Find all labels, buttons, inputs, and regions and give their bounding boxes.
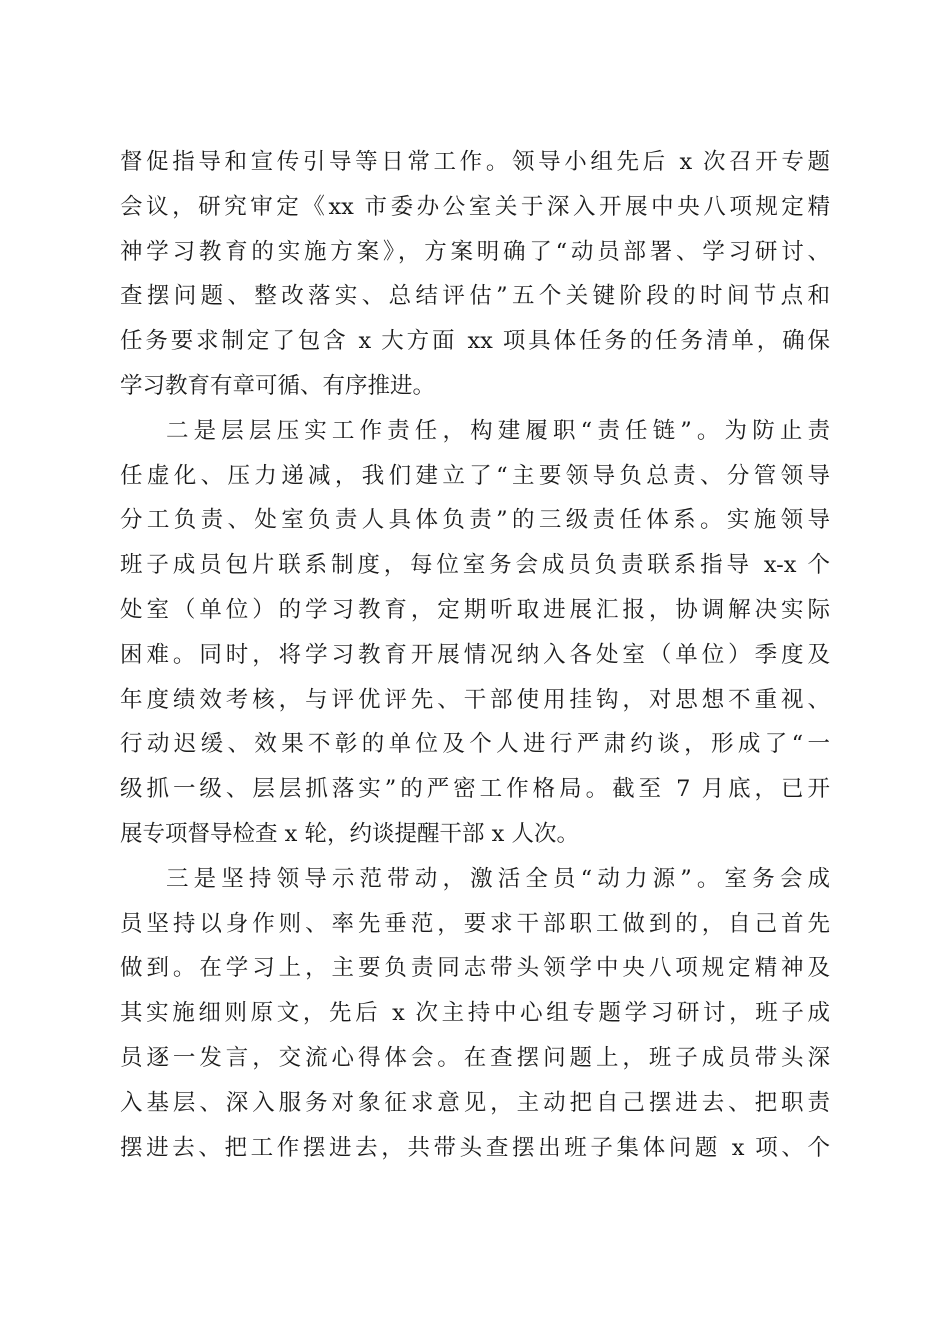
text-line: 年度绩效考核，与评优评先、干部使用挂钩，对思想不重视、 (120, 686, 830, 713)
text-line: 查摆问题、整改落实、总结评估”五个关键阶段的时间节点和 (120, 283, 830, 310)
text-line: 做到。在学习上，主要负责同志带头领学中央八项规定精神及 (120, 955, 830, 982)
text-line: 员坚持以身作则、率先垂范，要求干部职工做到的，自己首先 (120, 910, 830, 937)
text-line: 会议，研究审定《xx 市委办公室关于深入开展中央八项规定精 (120, 193, 830, 220)
text-line: 处室（单位）的学习教育，定期听取进展汇报，协调解决实际 (120, 596, 830, 623)
text-line: 困难。同时，将学习教育开展情况纳入各处室（单位）季度及 (120, 641, 830, 668)
text-line: 任虚化、压力递减，我们建立了“主要领导负总责、分管领导 (120, 462, 830, 489)
text-line: 级抓一级、层层抓落实”的严密工作格局。截至 7 月底，已开 (120, 776, 830, 803)
paragraph-first-line: 三是坚持领导示范带动，激活全员“动力源”。室务会成 (166, 865, 830, 892)
text-line: 督促指导和宣传引导等日常工作。领导小组先后 x 次召开专题 (120, 149, 830, 175)
text-line: 神学习教育的实施方案》，方案明确了“动员部署、学习研讨、 (120, 238, 830, 265)
text-line: 其实施细则原文，先后 x 次主持中心组专题学习研讨，班子成 (120, 1000, 830, 1027)
text-line: 员逐一发言，交流心得体会。在查摆问题上，班子成员带头深 (120, 1044, 830, 1071)
text-line: 分工负责、处室负责人具体负责”的三级责任体系。实施领导 (120, 507, 830, 534)
text-line: 入基层、深入服务对象征求意见，主动把自己摆进去、把职责 (120, 1089, 830, 1116)
text-line: 摆进去、把工作摆进去，共带头查摆出班子集体问题 x 项、个 (120, 1134, 830, 1161)
paragraph-first-line: 二是层层压实工作责任，构建履职“责任链”。为防止责 (166, 417, 830, 444)
text-line: 班子成员包片联系制度，每位室务会成员负责联系指导 x-x 个 (120, 552, 830, 579)
document-body-text (120, 140, 830, 1170)
text-line: 行动迟缓、效果不彰的单位及个人进行严肃约谈，形成了“一 (120, 731, 830, 758)
text-line: 展专项督导检查 x 轮，约谈提醒干部 x 人次。 (120, 820, 579, 847)
text-line: 学习教育有章可循、有序推进。 (120, 372, 436, 399)
text-line: 任务要求制定了包含 x 大方面 xx 项具体任务的任务清单，确保 (120, 328, 830, 355)
